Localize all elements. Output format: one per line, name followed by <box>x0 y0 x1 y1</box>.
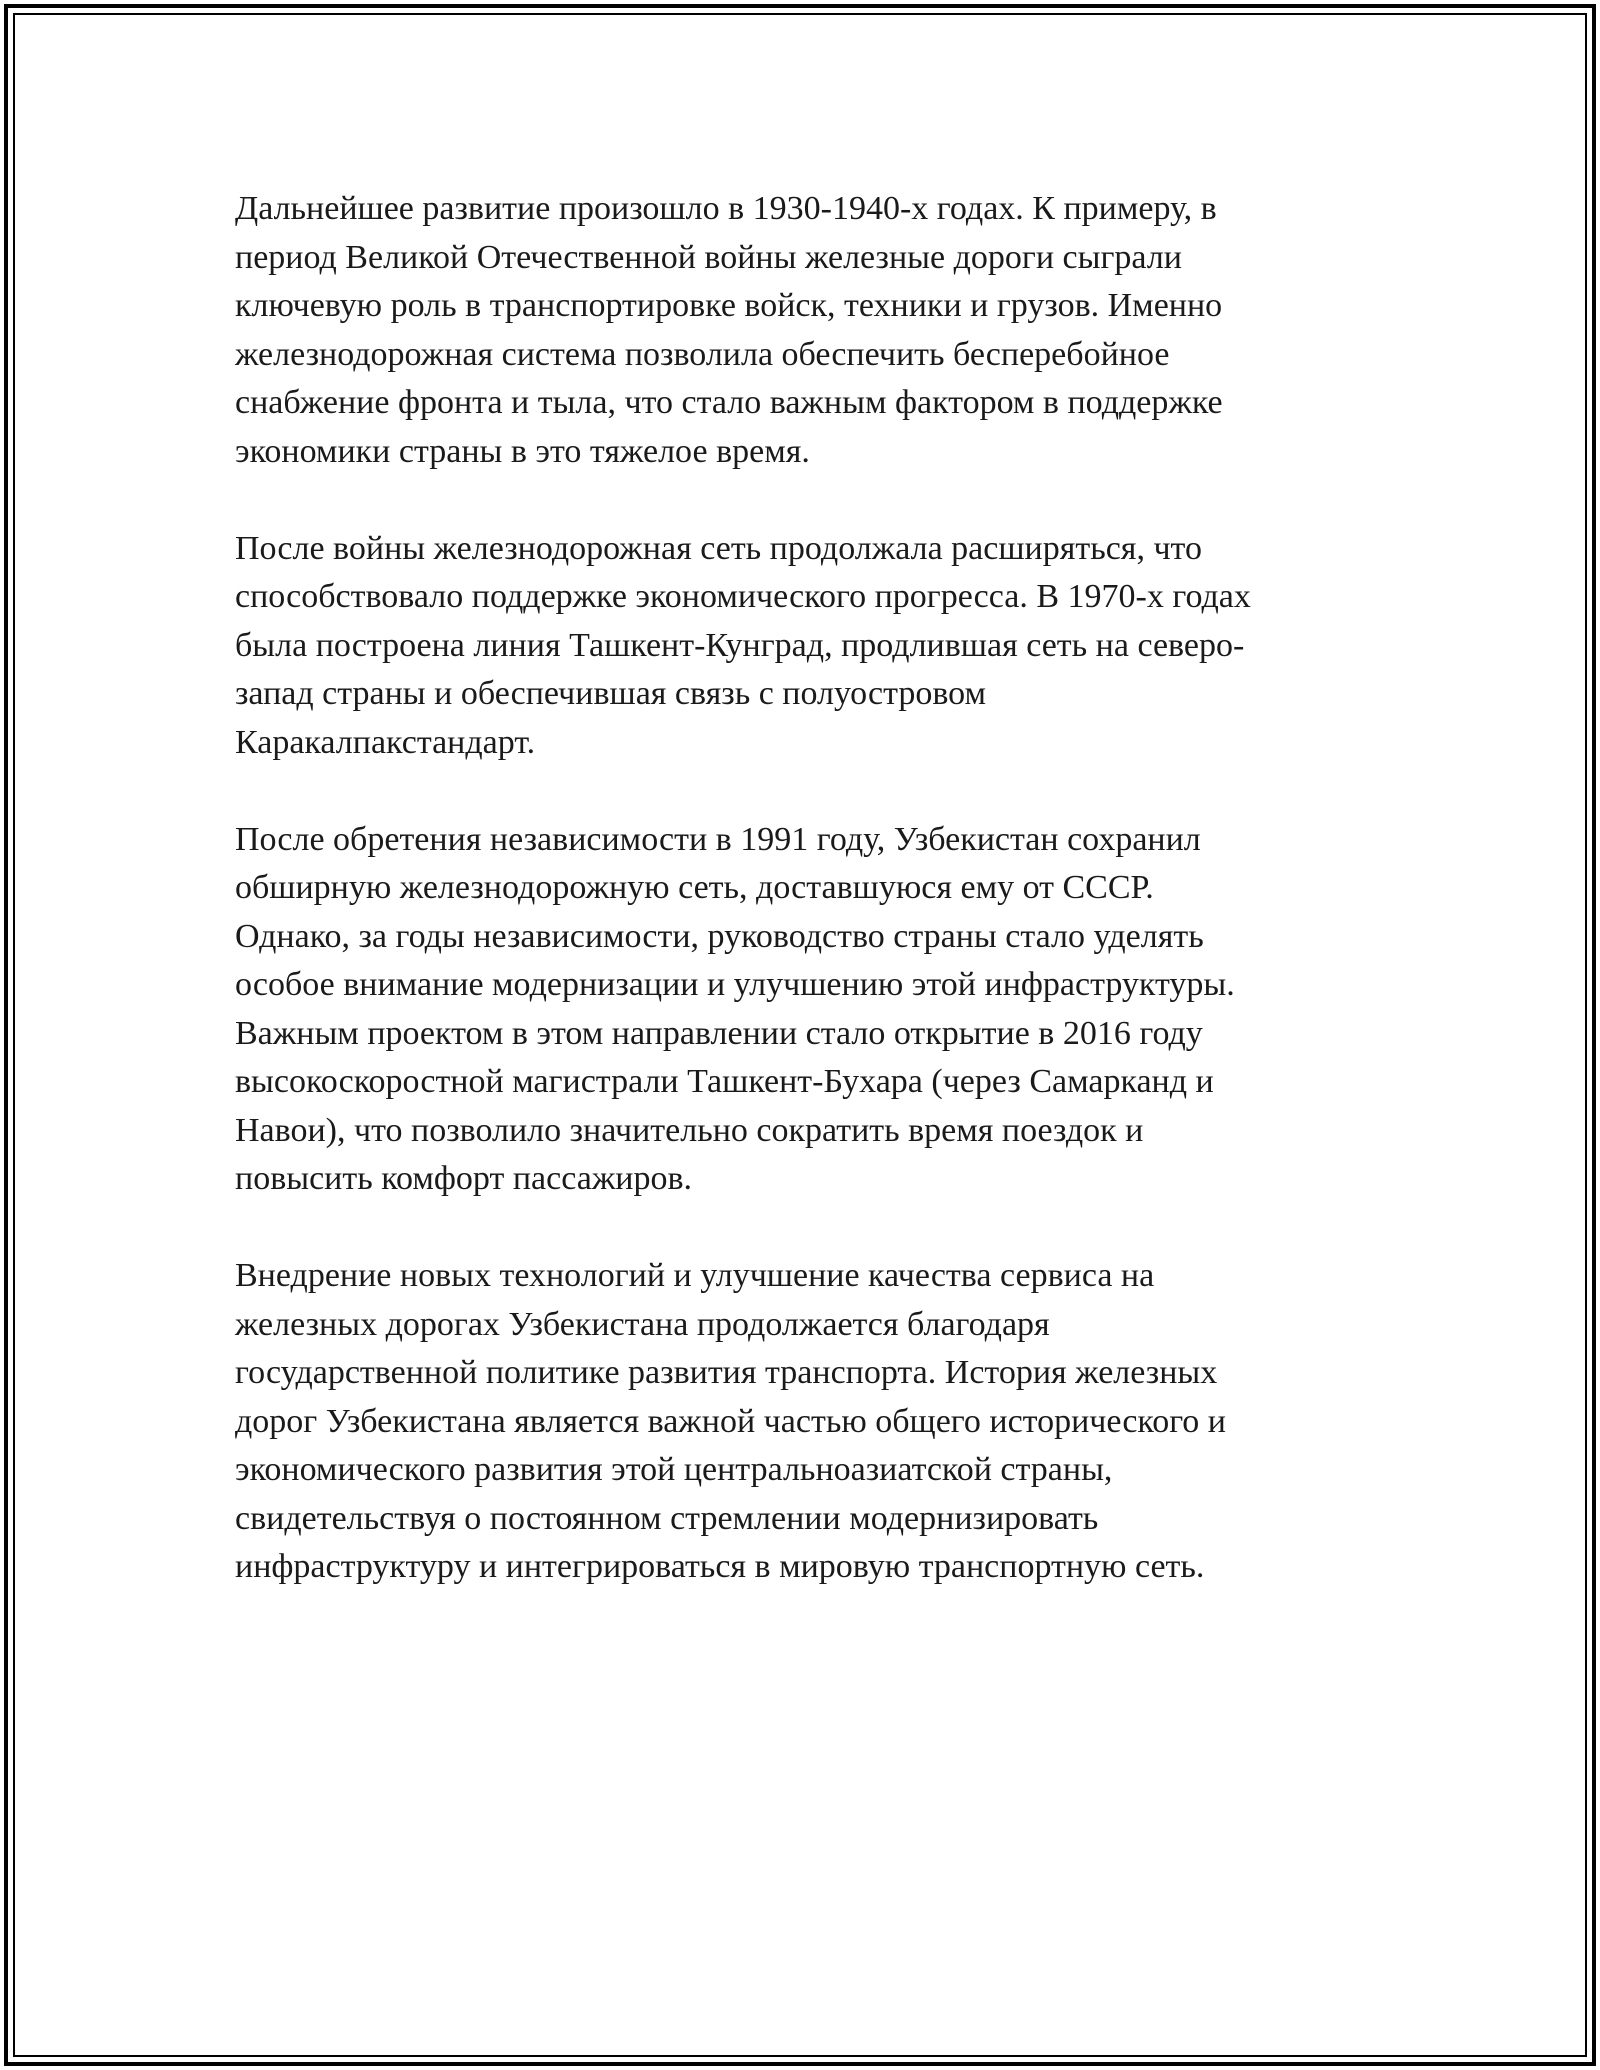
paragraph-3: После обретения независимости в 1991 году, Узбекистан сохранил обширную железнодорожную сеть, доставшуюся ему от СССР. Однако, за годы независимости, руководство страны стало уделять особое внимание модернизации и улучшению этой инфраструктуры. Важным проектом в этом направлении стало открытие в 2016 году высокоскоростной магистрали Ташкент-Бухара (через Самарканд и Навои), что позволило значительно сократить время поездок и повысить комфорт пассажиров. <box>235 820 1235 1197</box>
paragraph-2: После войны железнодорожная сеть продолжала расширяться, что способствовало поддержке экономического прогресса. В 1970-х годах была построена линия Ташкент-Кунград, продлившая сеть на северо- запад страны и обеспечившая связь с полуостровом Каракалпакстандарт. <box>235 529 1251 761</box>
paragraph-4: Внедрение новых технологий и улучшение качества сервиса на железных дорогах Узбекистана продолжается благодаря государственной политике развития транспорта. История железных дорог Узбекистана является важной частью общего исторического и экономического развития этой центральноазиатской страны, свидетельствуя о постоянном стремлении модернизировать инфраструктуру и интегрироваться в мировую транспортную сеть. <box>235 1257 1226 1585</box>
document-body <box>235 185 1365 1640</box>
paragraph-1: Дальнейшее развитие произошло в 1930-1940-х годах. К примеру, в период Великой Отечественной войны железные дороги сыграли ключевую роль в транспортировке войск, техники и грузов. Именно железнодорожная система позволила обеспечить бесперебойное снабжение фронта и тыла, что стало важным фактором в поддержке экономики страны в это тяжелое время. <box>235 190 1223 470</box>
